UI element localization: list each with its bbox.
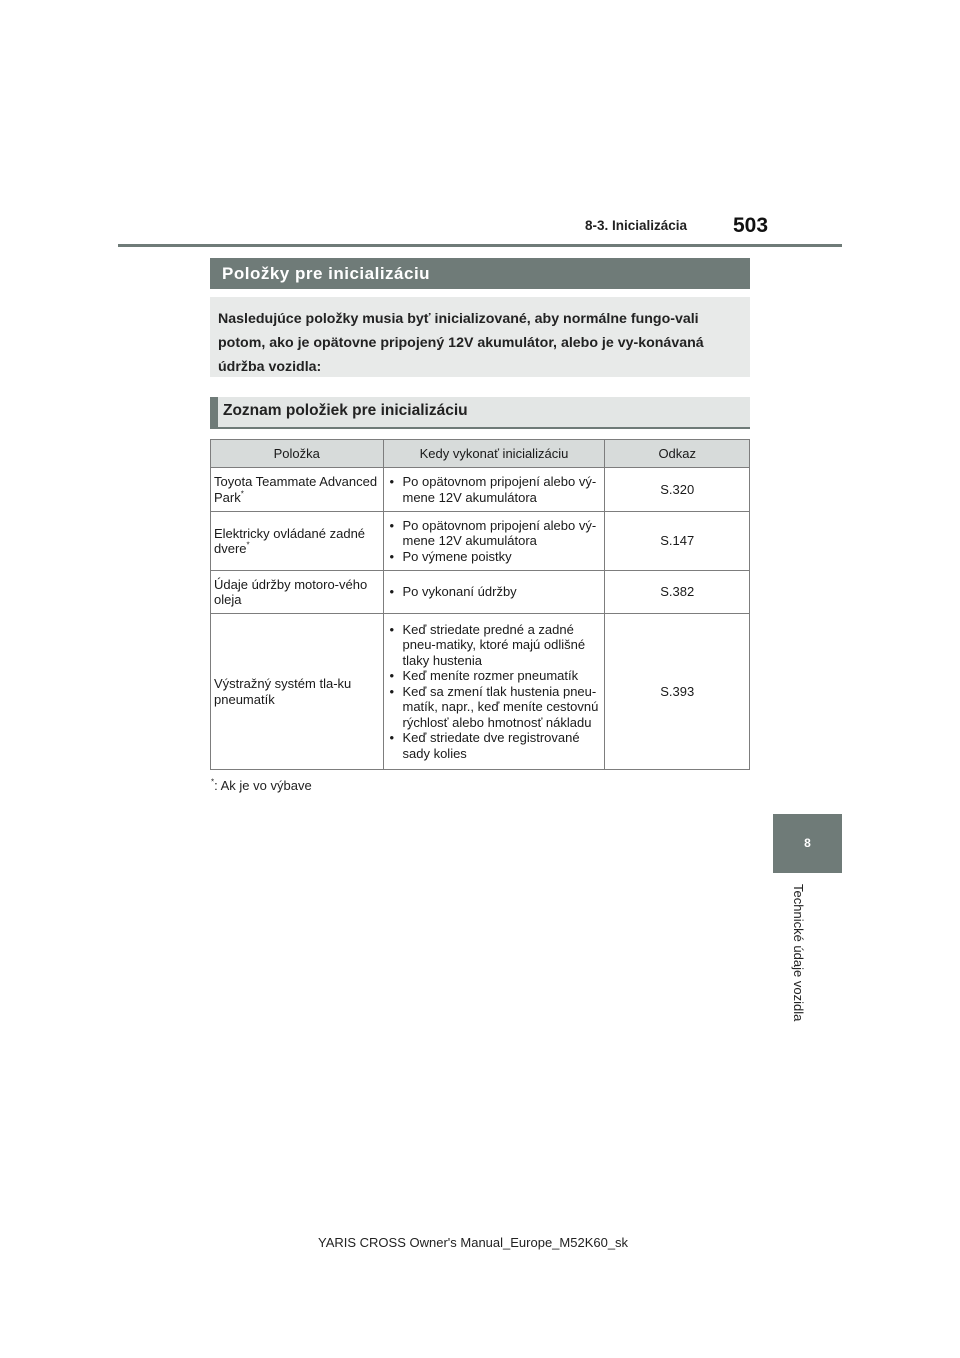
item-name: Elektricky ovládané zadné dvere (214, 525, 366, 556)
table-row (211, 571, 750, 614)
footnote-text: : Ak je vo výbave (214, 778, 312, 793)
item-asterisk: * (246, 540, 250, 550)
reference-cell[interactable]: S.382 (605, 571, 750, 614)
conditions-cell (383, 512, 605, 571)
chapter-label: Technické údaje vozidla (791, 884, 806, 1022)
chapter-tab[interactable] (773, 814, 842, 873)
footnote-mark: * (211, 777, 215, 787)
initialization-table (210, 439, 750, 770)
condition-item: • Keď striedate dve registrované sady kolies (387, 730, 602, 761)
condition-item: • Keď sa zmení tlak hustenia pneu-matík, napr., keď meníte cestovnú rýchlosť alebo hmotnosť nákladu (387, 684, 602, 731)
table-row (211, 512, 750, 571)
conditions-list (387, 474, 602, 505)
section-title: Položky pre inicializáciu (210, 258, 750, 289)
column-header-item: Položka (211, 440, 384, 468)
conditions-cell (383, 614, 605, 770)
conditions-list (387, 518, 602, 565)
condition-item: • Po vykonaní údržby (387, 584, 602, 600)
item-cell (211, 512, 384, 571)
conditions-cell (383, 468, 605, 512)
chapter-tab-number: 8 (804, 836, 811, 850)
reference-cell[interactable]: S.320 (605, 468, 750, 512)
item-asterisk: * (240, 489, 244, 499)
item-cell (211, 614, 384, 770)
item-cell (211, 468, 384, 512)
item-name: Údaje údržby motoro-vého oleja (214, 576, 368, 607)
intro-box: Nasledujúce položky musia byť inicializované, aby normálne fungo-vali potom, ako je opätovne pripojený 12V akumulátor, alebo je vy-konávaná údržba vozidla: (210, 297, 750, 377)
conditions-list (387, 584, 602, 600)
condition-item: • Keď striedate predné a zadné pneu-matiky, ktoré majú odlišné tlaky hustenia (387, 622, 602, 669)
subsection-header (210, 397, 750, 429)
footnote (211, 778, 312, 793)
conditions-list (387, 622, 602, 762)
footer-text: YARIS CROSS Owner's Manual_Europe_M52K60_sk (318, 1235, 629, 1250)
page-number: 503 (733, 214, 769, 237)
condition-item: • Po opätovnom pripojení alebo vý-mene 12V akumulátora (387, 474, 602, 505)
condition-item: • Keď meníte rozmer pneumatík (387, 668, 602, 684)
subsection-title: Zoznam položiek pre inicializáciu (223, 402, 468, 419)
condition-item: • Po výmene poistky (387, 549, 602, 565)
table-row (211, 614, 750, 770)
subsection-bar (210, 397, 218, 427)
reference-cell[interactable]: S.147 (605, 512, 750, 571)
column-header-ref: Odkaz (605, 440, 750, 468)
header-section-title: 8-3. Inicializácia (585, 218, 688, 233)
column-header-when: Kedy vykonať inicializáciu (383, 440, 605, 468)
table-header-row (211, 440, 750, 468)
item-cell (211, 571, 384, 614)
table-row (211, 468, 750, 512)
header-rule (118, 244, 842, 247)
item-name: Výstražný systém tla-ku pneumatík (214, 676, 352, 707)
conditions-cell (383, 571, 605, 614)
reference-cell[interactable]: S.393 (605, 614, 750, 770)
condition-item: • Po opätovnom pripojení alebo vý-mene 12V akumulátora (387, 518, 602, 549)
item-name: Toyota Teammate Advanced Park (214, 474, 378, 505)
